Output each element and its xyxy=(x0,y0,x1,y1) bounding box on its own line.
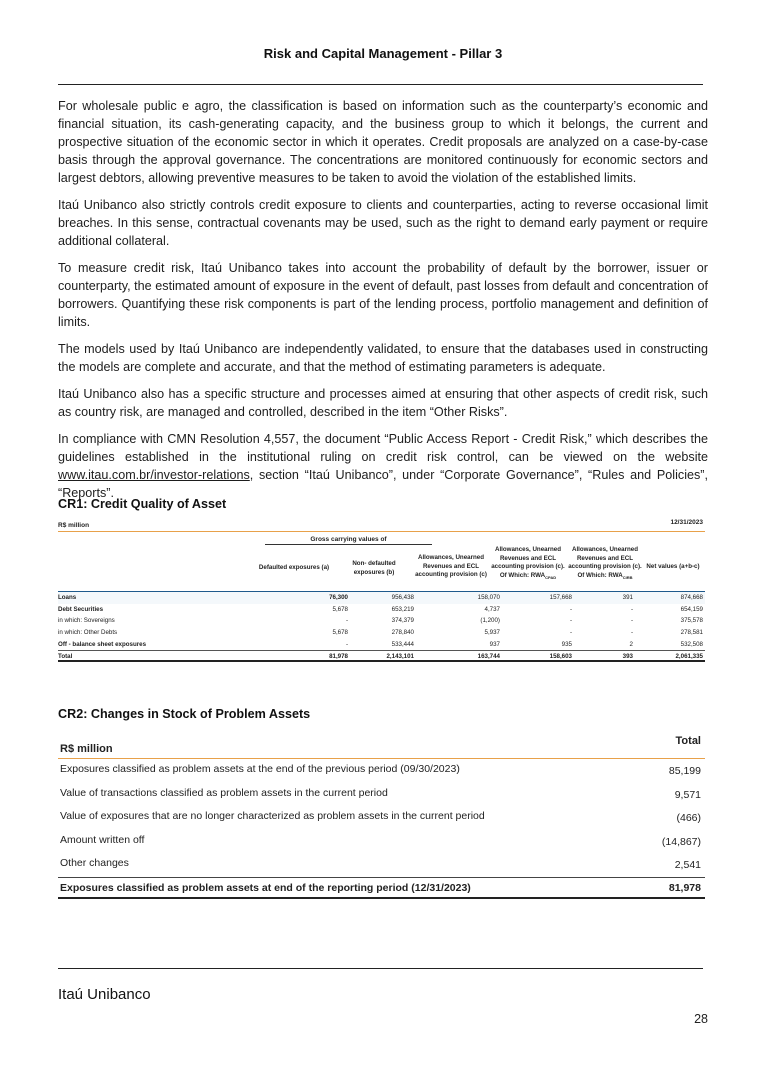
cr1-date: 12/31/2023 xyxy=(670,519,703,526)
footer-company-name: Itaú Unibanco xyxy=(58,986,151,1003)
col-header-defaulted: Defaulted exposures (a) xyxy=(258,564,330,571)
col-header-allowances-rwa-cpad: Allowances, Unearned Revenues and ECL accounting provision (c). Of Which: $RWA_{CPAD}$ xyxy=(491,546,565,580)
investor-relations-link[interactable]: www.itau.com.br/investor-relations xyxy=(58,468,250,482)
table-row: Amount written off (14,867) xyxy=(60,833,701,848)
paragraph-compliance xyxy=(58,430,708,502)
col-header-non-defaulted: Non- defaulted exposures (b) xyxy=(352,560,396,576)
page-number: 28 xyxy=(694,1012,708,1026)
cr2-title: CR2: Changes in Stock of Problem Assets xyxy=(58,707,311,721)
cr2-unit: R$ million xyxy=(60,743,113,755)
table-row: Value of transactions classified as problem assets in the current period 9,571 xyxy=(60,786,701,801)
cr1-header xyxy=(58,532,705,592)
table-row: Other changes 2,541 xyxy=(60,857,701,871)
paragraph: For wholesale public e agro, the classification is based on information such as the counterparty’s economic and financial situation, its cash-generating capacity, and the business group to which it belongs, the current and prospective situation of the economic sector in which it operates. Credit proposals are analyzed on a case-by-case basis through the approval governance. The concentrations are monitored continuously for economic sectors and largest debtors, allowing preventive measures to be taken to avoid the violation of the established limits. xyxy=(58,99,708,185)
cr1-table xyxy=(58,510,705,662)
table-row: in which: Other Debts 5,678 278,840 5,937 - - 278,581 xyxy=(58,629,703,637)
footer-divider xyxy=(58,968,703,969)
page-header-title: Risk and Capital Management - Pillar 3 xyxy=(263,46,503,61)
col-header-allowances-rwa-cirb: Allowances, Unearned Revenues and ECL accounting provision (c). Of Which: $RWA_{CIRB}$ xyxy=(568,546,642,580)
header-divider xyxy=(58,84,703,85)
cr1-group-header: Gross carrying values of xyxy=(265,536,432,545)
cr1-top-bar xyxy=(58,510,705,532)
paragraph: Itaú Unibanco also strictly controls credit exposure to clients and counterparties, acting to reverse occasional limit breaches. In this sense, contractual covenants may be used, such as the right to demand early payment or require additional collateral. xyxy=(58,198,708,248)
table-row-total: Total 81,978 2,143,101 163,744 158,603 393 2,061,335 xyxy=(58,650,705,662)
cr1-unit: R$ million xyxy=(58,522,90,529)
table-row: Off - balance sheet exposures - 533,444 937 935 2 532,508 xyxy=(58,640,703,648)
paragraph: Itaú Unibanco also has a specific structure and processes aimed at ensuring that other aspects of credit risk, such as country risk, are managed and controlled, described in the item “Other Risks”. xyxy=(58,387,708,419)
col-header-net-values: Net values (a+b-c) xyxy=(646,563,700,570)
table-row: in which: Sovereigns - 374,379 (1,200) - - 375,578 xyxy=(58,617,703,625)
compliance-text-after: , section “Itaú Unibanco”, under “Corporate Governance”, “Rules and Policies”, “Reports”. xyxy=(58,468,708,500)
body-text xyxy=(58,97,708,511)
table-row: Loans 76,300 956,438 158,070 157,668 391 874,668 xyxy=(58,592,705,604)
cr1-title: CR1: Credit Quality of Asset xyxy=(58,497,227,511)
col-header-allowances: Allowances, Unearned Revenues and ECL accounting provision (c) xyxy=(415,554,487,578)
compliance-text: In compliance with CMN Resolution 4,557, the document “Public Access Report - Credit Risk,” which describes the guidelines established in the institutional ruling on credit risk control, can be viewed on the website xyxy=(58,432,708,464)
cr2-header xyxy=(58,733,705,759)
table-row: Debt Securities 5,678 653,219 4,737 - - 654,159 xyxy=(58,605,703,613)
table-row-total: Exposures classified as problem assets at end of the reporting period (12/31/2023) 81,978 xyxy=(58,877,705,899)
paragraph: The models used by Itaú Unibanco are independently validated, to ensure that the databases used in constructing the models are complete and accurate, and that the method of estimating parameters is adequate. xyxy=(58,342,708,374)
paragraph: To measure credit risk, Itaú Unibanco takes into account the probability of default by the borrower, issuer or counterparty, the estimated amount of exposure in the event of default, past losses from default and concentration of borrowers. Quantifying these risk components is part of the lending process, portfolio management and definition of limits. xyxy=(58,261,708,329)
cr2-total-header: Total xyxy=(675,735,701,747)
table-row: Value of exposures that are no longer characterized as problem assets in the current period (466) xyxy=(60,810,701,824)
table-row: Exposures classified as problem assets at the end of the previous period (09/30/2023) 85,199 xyxy=(60,763,701,777)
cr2-table xyxy=(58,733,705,899)
